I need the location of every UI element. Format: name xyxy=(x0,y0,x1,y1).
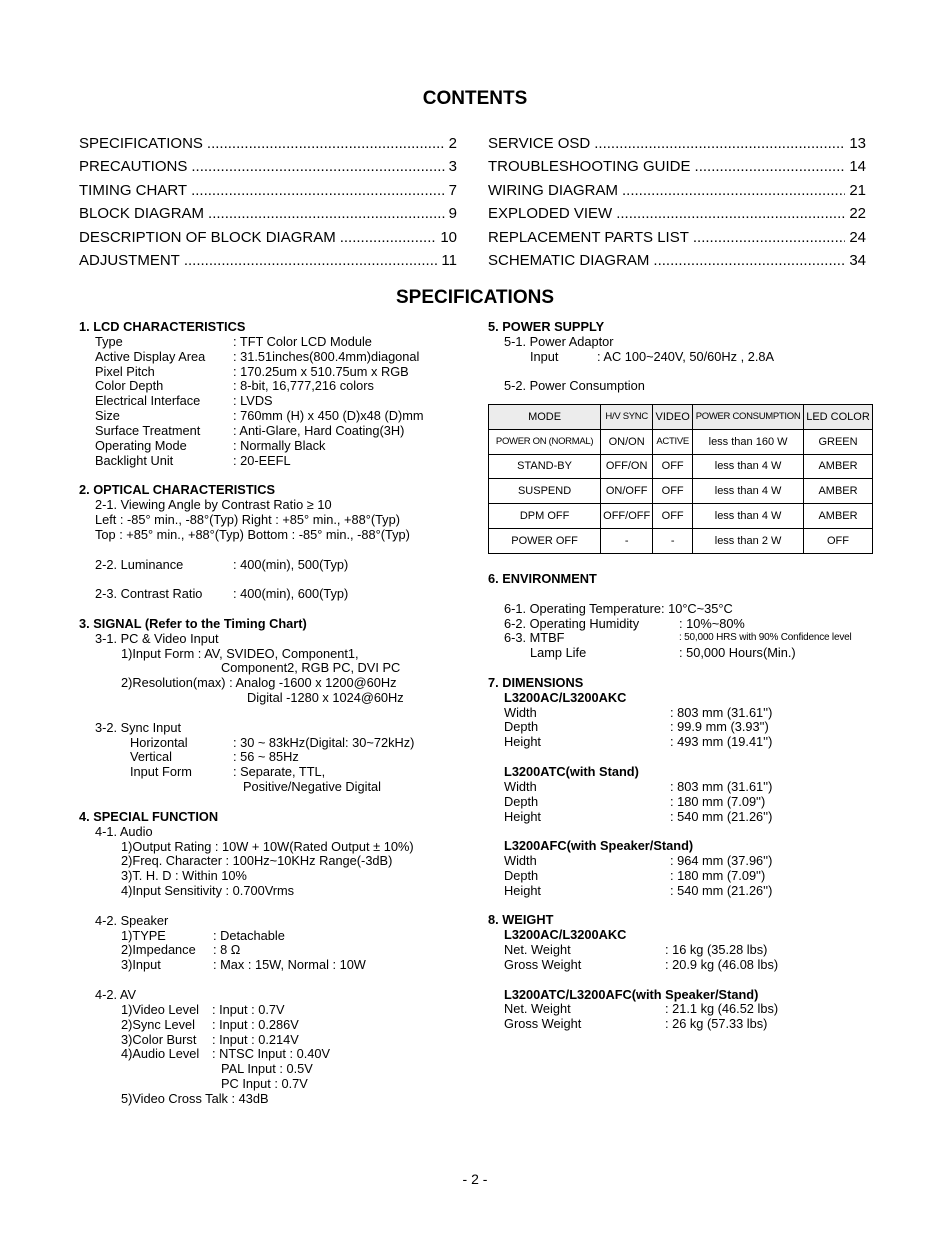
cell-mode: STAND-BY xyxy=(489,454,601,479)
model-name: L3200AC/L3200AKC xyxy=(504,689,627,705)
section-heading: 5. POWER SUPPLY xyxy=(488,319,605,334)
spec-left-column xyxy=(79,320,479,1107)
spec-text: 5-1. Power Adaptor xyxy=(504,333,614,349)
spec-value: : Separate, TTL, xyxy=(233,764,326,780)
spec-key: Height xyxy=(504,882,541,898)
toc-page: 13 xyxy=(849,135,866,152)
cell-hv-sync: ON/OFF xyxy=(601,479,653,504)
section-heading: 2. OPTICAL CHARACTERISTICS xyxy=(79,482,275,498)
spec-text: 3)T. H. D : Within 10% xyxy=(121,868,247,884)
spec-key: Color Depth xyxy=(95,378,164,394)
spec-key: 1)TYPE xyxy=(121,927,166,943)
spec-value: : Detachable xyxy=(213,927,285,943)
spec-key: 2-2. Luminance xyxy=(95,556,184,572)
toc-label: SERVICE OSD xyxy=(488,135,591,152)
spec-value: : 540 mm (21.26'') xyxy=(670,882,773,898)
spec-value: : 26 kg (57.33 lbs) xyxy=(665,1016,768,1032)
spec-value: : NTSC Input : 0.40V xyxy=(212,1046,331,1062)
spec-key: Backlight Unit xyxy=(95,452,174,468)
spec-text: Left : -85° min., -88°(Typ) Right : +85° min., +88°(Typ) xyxy=(95,511,400,527)
spec-key: Depth xyxy=(504,867,539,883)
spec-value: : Anti-Glare, Hard Coating(3H) xyxy=(233,422,405,438)
cell-mode: SUSPEND xyxy=(489,479,601,504)
table-row xyxy=(489,429,873,454)
cell-mode: DPM OFF xyxy=(489,504,601,529)
page-number: - 2 - xyxy=(462,1171,488,1187)
toc-entry[interactable] xyxy=(79,179,457,202)
spec-text: 3-2. Sync Input xyxy=(95,719,182,735)
spec-key: 2)Impedance xyxy=(121,942,196,958)
spec-key: Net. Weight xyxy=(504,942,571,958)
spec-key: 4)Audio Level xyxy=(121,1046,200,1062)
spec-value: : AC 100~240V, 50/60Hz , 2.8A xyxy=(597,348,775,364)
spec-value: : 760mm (H) x 450 (D)x48 (D)mm xyxy=(233,408,424,424)
cell-power: less than 4 W xyxy=(693,504,804,529)
cell-led: GREEN xyxy=(804,429,873,454)
toc-entry[interactable] xyxy=(488,179,866,202)
toc-page: 7 xyxy=(448,181,457,199)
spec-key: Active Display Area xyxy=(95,348,206,364)
spec-text: PC Input : 0.7V xyxy=(221,1076,308,1092)
spec-value: : Normally Black xyxy=(233,437,326,453)
toc-label: DESCRIPTION OF BLOCK DIAGRAM xyxy=(79,228,336,246)
spec-value: : Input : 0.286V xyxy=(212,1016,299,1032)
cell-video: ACTIVE xyxy=(653,429,693,454)
toc-page: 10 xyxy=(440,228,457,246)
spec-text: 4)Input Sensitivity : 0.700Vrms xyxy=(121,883,295,899)
toc-entry[interactable] xyxy=(79,202,457,225)
spec-value: : 56 ~ 85Hz xyxy=(233,749,299,765)
toc-entry[interactable] xyxy=(488,249,866,272)
toc-page: 9 xyxy=(448,205,457,223)
spec-key: Depth xyxy=(504,793,539,809)
header-hv-sync: H/V SYNC xyxy=(601,405,653,430)
spec-text: 1)Output Rating : 10W + 10W(Rated Output ± 10%) xyxy=(121,838,414,854)
spec-value: : 8-bit, 16,777,216 colors xyxy=(233,378,374,394)
spec-text: 4-2. Speaker xyxy=(95,912,169,928)
header-mode: MODE xyxy=(489,405,601,430)
toc-page: 22 xyxy=(849,205,866,223)
spec-key: Type xyxy=(95,333,123,349)
spec-key: 3)Color Burst xyxy=(121,1031,197,1047)
spec-text: 1)Input Form : AV, SVIDEO, Component1, xyxy=(121,645,359,661)
spec-value: : 180 mm (7.09'') xyxy=(670,867,766,883)
spec-value: : 400(min), 500(Typ) xyxy=(233,556,349,572)
spec-value: : 21.1 kg (46.52 lbs) xyxy=(665,1001,779,1017)
toc-label: TROUBLESHOOTING GUIDE xyxy=(488,158,691,176)
spec-key: Operating Mode xyxy=(95,437,187,453)
spec-key: 1)Video Level xyxy=(121,1001,200,1017)
toc-left-column xyxy=(79,132,457,272)
spec-right-column-bottom xyxy=(488,572,908,1032)
spec-key: 2)Sync Level xyxy=(121,1016,195,1032)
cell-video: OFF xyxy=(653,454,693,479)
cell-mode: POWER OFF xyxy=(489,528,601,553)
model-name: L3200ATC/L3200AFC(with Speaker/Stand) xyxy=(504,986,759,1002)
spec-key: 6-2. Operating Humidity xyxy=(504,615,640,631)
spec-value: : 493 mm (19.41'') xyxy=(670,734,773,750)
toc-page: 14 xyxy=(849,158,866,176)
spec-key: Gross Weight xyxy=(504,1016,582,1032)
toc-entry[interactable] xyxy=(488,155,866,178)
cell-mode: POWER ON (NORMAL) xyxy=(489,429,601,454)
spec-key: Width xyxy=(504,778,537,794)
toc-page: 21 xyxy=(849,181,866,199)
spec-value: : TFT Color LCD Module xyxy=(233,333,372,349)
spec-text: 4-2. AV xyxy=(95,986,137,1002)
spec-key: Input Form xyxy=(130,764,192,780)
toc-entry[interactable] xyxy=(79,249,457,272)
toc-label: WIRING DIAGRAM xyxy=(488,181,618,199)
spec-value: : Input : 0.7V xyxy=(212,1001,285,1017)
spec-value: : 8 Ω xyxy=(213,942,241,958)
spec-value: : LVDS xyxy=(233,393,273,409)
cell-hv-sync: - xyxy=(601,528,653,553)
spec-key: Height xyxy=(504,808,541,824)
spec-value: : 20.9 kg (46.08 lbs) xyxy=(665,956,779,972)
spec-value: : 31.51inches(800.4mm)diagonal xyxy=(233,348,420,364)
spec-text: 5)Video Cross Talk : 43dB xyxy=(121,1090,269,1106)
toc-page: 34 xyxy=(849,252,866,270)
spec-value: : 50,000 Hours(Min.) xyxy=(679,645,796,661)
spec-value: : 540 mm (21.26'') xyxy=(670,808,773,824)
cell-hv-sync: ON/ON xyxy=(601,429,653,454)
cell-power: less than 160 W xyxy=(693,429,804,454)
spec-text: Top : +85° min., +88°(Typ) Bottom : -85° min., -88°(Typ) xyxy=(95,526,410,542)
spec-value: : 180 mm (7.09'') xyxy=(670,793,766,809)
model-name: L3200AFC(with Speaker/Stand) xyxy=(504,838,694,854)
spec-key: 6-3. MTBF xyxy=(504,630,565,646)
spec-key: 2-3. Contrast Ratio xyxy=(95,586,203,602)
toc-entry[interactable] xyxy=(488,132,866,155)
spec-key: 3)Input xyxy=(121,957,161,973)
spec-key: Width xyxy=(504,853,537,869)
spec-text: 2-1. Viewing Angle by Contrast Ratio ≥ 10 xyxy=(95,497,332,513)
spec-value: : 16 kg (35.28 lbs) xyxy=(665,942,768,958)
toc-entry[interactable] xyxy=(488,226,866,249)
spec-key: Vertical xyxy=(130,749,172,765)
toc-label: ADJUSTMENT xyxy=(79,252,180,270)
toc-page: 3 xyxy=(448,158,457,176)
toc-label: EXPLODED VIEW xyxy=(488,205,613,223)
spec-text: 6-1. Operating Temperature: 10°C~35°C xyxy=(504,600,733,616)
spec-value: : 20-EEFL xyxy=(233,452,291,468)
toc-label: PRECAUTIONS xyxy=(79,158,188,176)
spec-text: 2)Resolution(max) : Analog -1600 x 1200@60Hz xyxy=(121,675,397,691)
power-consumption-table xyxy=(488,404,873,554)
spec-value: : 964 mm (37.96'') xyxy=(670,853,773,869)
header-power-consumption: POWER CONSUMPTION xyxy=(693,405,804,430)
cell-power: less than 4 W xyxy=(693,454,804,479)
cell-power: less than 4 W xyxy=(693,479,804,504)
spec-key: Input xyxy=(530,348,559,364)
model-name: L3200ATC(with Stand) xyxy=(504,763,639,779)
spec-key: Lamp Life xyxy=(530,645,587,661)
spec-value: : 30 ~ 83kHz(Digital: 30~72kHz) xyxy=(233,734,415,750)
toc-right-column xyxy=(488,132,866,272)
section-heading: 7. DIMENSIONS xyxy=(488,674,584,690)
model-name: L3200AC/L3200AKC xyxy=(504,927,627,943)
spec-value: : 803 mm (31.61'') xyxy=(670,778,773,794)
toc-page: 24 xyxy=(849,228,866,246)
toc-entry[interactable] xyxy=(79,132,457,155)
spec-key: Width xyxy=(504,704,537,720)
toc-label: SCHEMATIC DIAGRAM xyxy=(488,252,650,270)
spec-text: 2)Freq. Character : 100Hz~10KHz Range(-3dB) xyxy=(121,853,393,869)
section-heading: 1. LCD CHARACTERISTICS xyxy=(79,319,246,334)
spec-text: Component2, RGB PC, DVI PC xyxy=(221,660,401,676)
spec-key: Horizontal xyxy=(130,734,188,750)
toc-label: SPECIFICATIONS xyxy=(79,135,203,152)
toc-label: REPLACEMENT PARTS LIST xyxy=(488,228,689,246)
spec-key: Gross Weight xyxy=(504,956,582,972)
spec-key: Depth xyxy=(504,719,539,735)
section-heading: 8. WEIGHT xyxy=(488,912,554,928)
toc-page: 2 xyxy=(448,135,457,152)
cell-video: OFF xyxy=(653,479,693,504)
header-video: VIDEO xyxy=(653,405,693,430)
table-row xyxy=(489,454,873,479)
cell-video: - xyxy=(653,528,693,553)
cell-hv-sync: OFF/OFF xyxy=(601,504,653,529)
toc-page: 11 xyxy=(441,252,457,270)
spec-key: Size xyxy=(95,408,120,424)
toc-label: TIMING CHART xyxy=(79,181,188,199)
spec-value: : Input : 0.214V xyxy=(212,1031,299,1047)
spec-value: : 99.9 mm (3.93'') xyxy=(670,719,769,735)
cell-led: AMBER xyxy=(804,504,873,529)
spec-key: Height xyxy=(504,734,541,750)
spec-value: : 50,000 HRS with 90% Confidence level xyxy=(679,632,852,644)
section-heading: 6. ENVIRONMENT xyxy=(488,571,597,586)
spec-text: Positive/Negative Digital xyxy=(243,779,381,795)
section-heading: 4. SPECIAL FUNCTION xyxy=(79,808,219,824)
spec-text: Digital -1280 x 1024@60Hz xyxy=(247,690,404,706)
spec-value: : Max : 15W, Normal : 10W xyxy=(213,957,366,973)
spec-value: : 803 mm (31.61'') xyxy=(670,704,773,720)
spec-value: : 170.25um x 510.75um x RGB xyxy=(233,363,409,379)
spec-text: 3-1. PC & Video Input xyxy=(95,630,219,646)
cell-video: OFF xyxy=(653,504,693,529)
spec-value: : 10%~80% xyxy=(679,615,745,631)
table-row xyxy=(489,479,873,504)
toc-label: BLOCK DIAGRAM xyxy=(79,205,205,223)
spec-text: PAL Input : 0.5V xyxy=(221,1061,313,1077)
table-row xyxy=(489,528,873,553)
spec-text: 4-1. Audio xyxy=(95,823,153,839)
header-led-color: LED COLOR xyxy=(804,405,873,430)
spec-key: Pixel Pitch xyxy=(95,363,155,379)
spec-key: Net. Weight xyxy=(504,1001,571,1017)
toc-entry[interactable] xyxy=(79,155,457,178)
cell-led: AMBER xyxy=(804,479,873,504)
toc-entry[interactable] xyxy=(79,226,457,249)
contents-title: CONTENTS xyxy=(422,88,528,109)
cell-power: less than 2 W xyxy=(693,528,804,553)
toc-entry[interactable] xyxy=(488,202,866,225)
spec-value: : 400(min), 600(Typ) xyxy=(233,586,349,602)
section-heading: 3. SIGNAL (Refer to the Timing Chart) xyxy=(79,615,307,631)
cell-led: AMBER xyxy=(804,454,873,479)
cell-hv-sync: OFF/ON xyxy=(601,454,653,479)
table-header-row xyxy=(489,405,873,430)
specifications-title: SPECIFICATIONS xyxy=(396,287,554,308)
table-row xyxy=(489,504,873,529)
cell-led: OFF xyxy=(804,528,873,553)
spec-right-column-top xyxy=(488,320,888,394)
spec-text: 5-2. Power Consumption xyxy=(504,378,645,394)
spec-key: Surface Treatment xyxy=(95,422,201,438)
spec-key: Electrical Interface xyxy=(95,393,201,409)
